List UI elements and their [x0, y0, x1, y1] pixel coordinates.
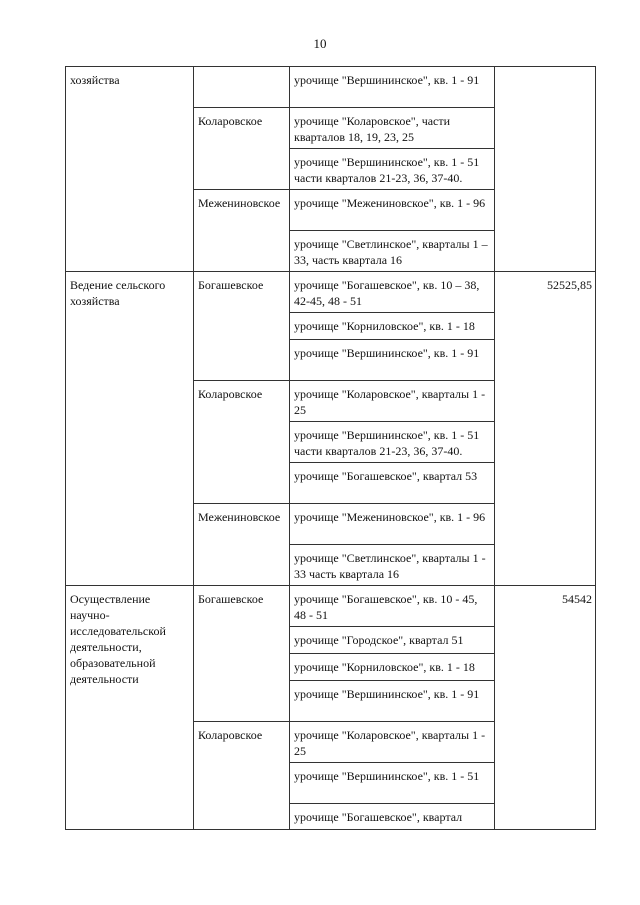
settlement-cell [194, 67, 290, 108]
area-cell [495, 67, 596, 272]
page-number: 10 [313, 36, 327, 51]
table-row [66, 586, 596, 627]
settlement-cell: Коларовское [194, 381, 290, 504]
purpose-cell: хозяйства [66, 67, 194, 272]
plot-cell: урочище "Вершининское", кв. 1 - 91 [290, 340, 495, 381]
plot-cell: урочище "Светлинское", кварталы 1 – 33, часть квартала 16 [290, 231, 495, 272]
plot-cell: урочище "Коларовское", кварталы 1 - 25 [290, 722, 495, 763]
area-cell: 54542 [495, 586, 596, 830]
plot-cell: урочище "Богашевское", кв. 10 - 45, 48 - 51 [290, 586, 495, 627]
purpose-cell: Ведение сельского хозяйства [66, 272, 194, 586]
plot-cell: урочище "Корниловское", кв. 1 - 18 [290, 313, 495, 340]
plot-cell: урочище "Коларовское", части кварталов 18, 19, 23, 25 [290, 108, 495, 149]
settlement-cell: Коларовское [194, 722, 290, 830]
plot-cell: урочище "Вершининское", кв. 1 - 51 части кварталов 21-23, 36, 37-40. [290, 149, 495, 190]
table-row [66, 67, 596, 108]
plot-cell: урочище "Вершининское", кв. 1 - 51 части кварталов 21-23, 36, 37-40. [290, 422, 495, 463]
plot-cell: урочище "Городское", квартал 51 [290, 627, 495, 654]
plot-cell: урочище "Богашевское", кв. 10 – 38, 42-45, 48 - 51 [290, 272, 495, 313]
area-cell: 52525,85 [495, 272, 596, 586]
plot-cell: урочище "Светлинское", кварталы 1 - 33 часть квартала 16 [290, 545, 495, 586]
plot-cell: урочище "Корниловское", кв. 1 - 18 [290, 654, 495, 681]
plot-cell: урочище "Коларовское", кварталы 1 - 25 [290, 381, 495, 422]
settlement-cell: Богашевское [194, 586, 290, 722]
settlement-cell: Межениновское [194, 504, 290, 586]
plot-cell: урочище "Богашевское", квартал 53 [290, 463, 495, 504]
plot-cell: урочище "Вершининское", кв. 1 - 51 [290, 763, 495, 804]
settlement-cell: Богашевское [194, 272, 290, 381]
plot-cell: урочище "Вершининское", кв. 1 - 91 [290, 67, 495, 108]
plot-cell: урочище "Вершининское", кв. 1 - 91 [290, 681, 495, 722]
settlement-cell: Коларовское [194, 108, 290, 190]
settlement-cell: Межениновское [194, 190, 290, 272]
plot-cell: урочище "Межениновское", кв. 1 - 96 [290, 190, 495, 231]
land-use-table [65, 66, 596, 830]
plot-cell: урочище "Богашевское", квартал [290, 804, 495, 830]
table-row [66, 272, 596, 313]
purpose-cell: Осуществление научно-исследовательской деятельности, образовательной деятельности [66, 586, 194, 830]
plot-cell: урочище "Межениновское", кв. 1 - 96 [290, 504, 495, 545]
